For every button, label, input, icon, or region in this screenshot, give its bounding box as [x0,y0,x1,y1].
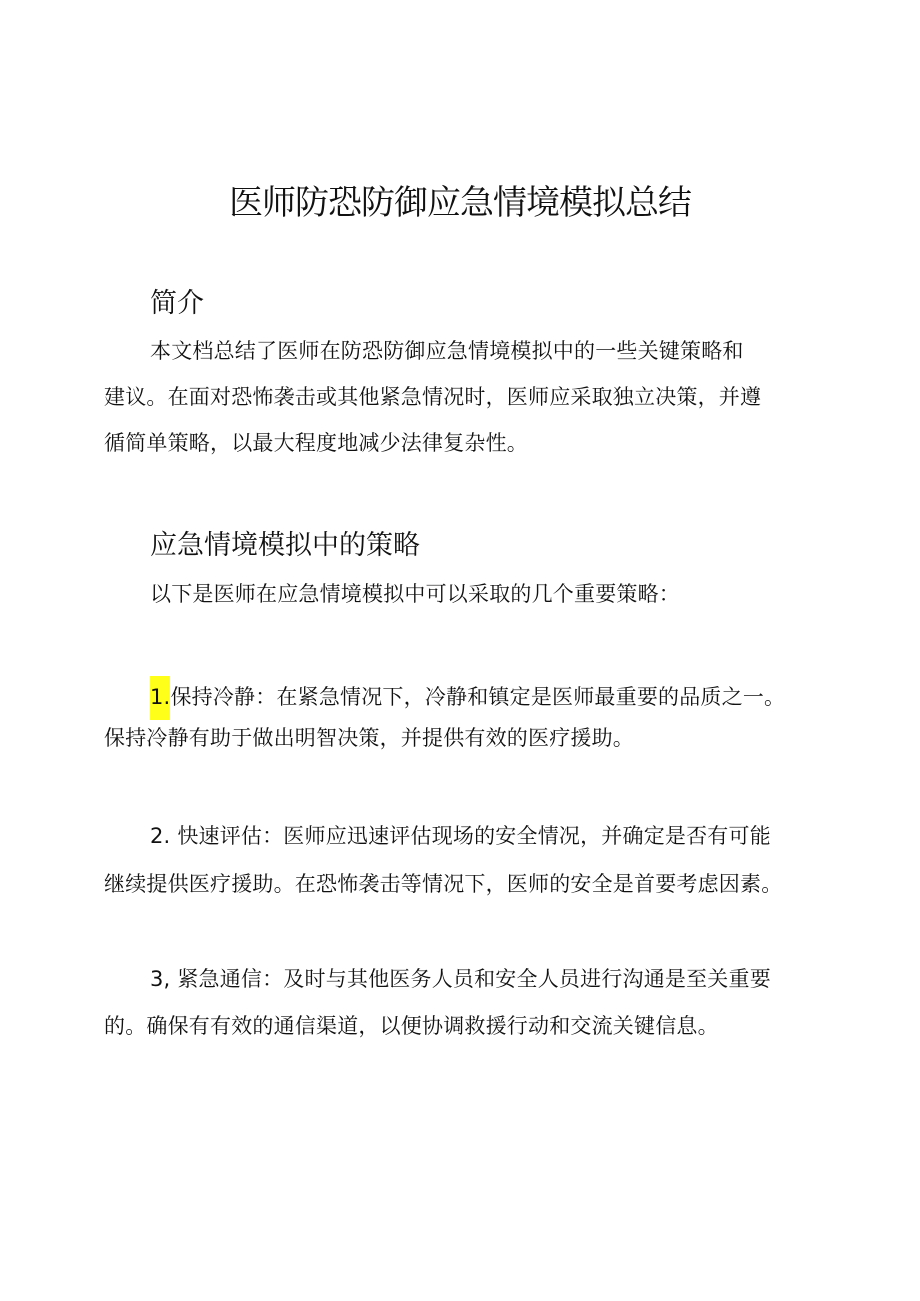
strategies-heading: 应急情境模拟中的策略 [150,530,420,561]
strategy-item-3-line-1 [150,964,771,994]
intro-line-1: 本文档总结了医师在防恐防御应急情境模拟中的一些关键策略和 [150,339,744,363]
strategy-item-1-number: 1. [150,676,170,720]
intro-line-3: 循简单策略，以最大程度地减少法律复杂性。 [104,431,528,455]
intro-line-2: 建议。在面对恐怖袭击或其他紧急情况时，医师应采取独立决策，并遵 [104,385,762,409]
strategy-item-2-text: 快速评估：医师应迅速评估现场的安全情况，并确定是否有可能 [170,824,771,848]
intro-heading: 简介 [150,288,204,319]
strategy-item-1-line-1 [150,676,785,720]
strategy-item-2-line-2: 继续提供医疗援助。在恐怖袭击等情况下，医师的安全是首要考虑因素。 [104,872,783,896]
strategy-item-1-line-2: 保持冷静有助于做出明智决策，并提供有效的医疗援助。 [104,726,634,750]
strategy-item-3-text: 紧急通信：及时与其他医务人员和安全人员进行沟通是至关重要 [170,967,771,991]
strategies-lead: 以下是医师在应急情境模拟中可以采取的几个重要策略： [150,582,680,606]
strategy-item-2-line-1 [150,821,771,851]
strategy-item-3-number: 3, [150,967,171,991]
strategy-item-1-text: 保持冷静：在紧急情况下，冷静和镇定是医师最重要的品质之一。 [170,685,786,709]
strategy-item-2-number: 2. [150,824,171,848]
strategy-item-3-line-2: 的。确保有有效的通信渠道，以便协调救援行动和交流关键信息。 [104,1014,719,1038]
document-title: 医师防恐防御应急情境模拟总结 [229,183,691,223]
